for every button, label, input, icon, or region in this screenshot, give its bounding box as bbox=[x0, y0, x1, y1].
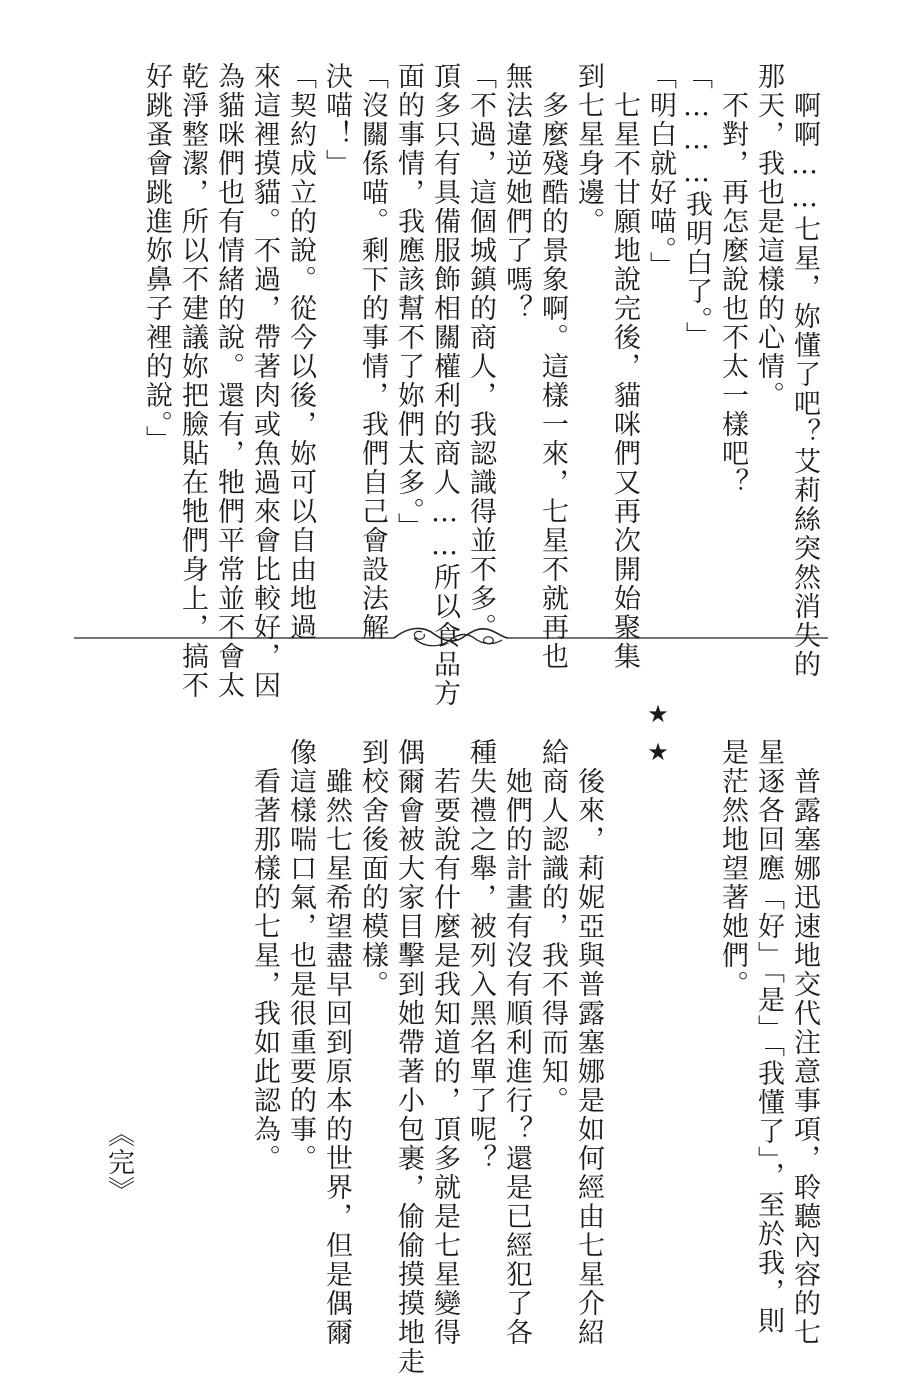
text-column: 乾淨整潔，所以不建議妳把臉貼在牠們身上，搞不 bbox=[177, 62, 208, 700]
text-column: 是茫然地望著她們。 bbox=[717, 738, 748, 999]
text-column: 後來，莉妮亞與普露塞娜是如何經由七星介紹 bbox=[573, 738, 604, 1347]
text-column: 「明白就好喵。」 bbox=[645, 62, 676, 281]
section-break-stars: ★★ bbox=[644, 700, 672, 776]
text-column: 啊啊……七星，妳懂了吧？艾莉絲突然消失的 bbox=[789, 62, 820, 679]
text-column: 星逐各回應「好」「是」「我懂了」，至於我，則 bbox=[753, 738, 784, 1336]
text-column: 不對，再怎麼說也不太一樣吧？ bbox=[717, 62, 748, 497]
text-column: 到校舍後面的模樣。 bbox=[357, 738, 388, 999]
text-column: 多麼殘酷的景象啊。這樣一來，七星不就再也 bbox=[537, 62, 568, 671]
text-column: 若要說有什麼是我知道的，頂多就是七星變得 bbox=[429, 738, 460, 1347]
text-column: 「………我明白了。」 bbox=[681, 62, 712, 351]
text-column: 到七星身邊。 bbox=[573, 62, 604, 236]
text-column: 「不過，這個城鎮的商人，我認識得並不多。 bbox=[465, 62, 496, 642]
text-column: 她們的計畫有沒有順利進行？還是已經犯了各 bbox=[501, 738, 532, 1347]
text-column: 無法違逆她們了嗎？ bbox=[501, 62, 532, 323]
text-column: 為貓咪們也有情緒的說。還有，牠們平常並不會太 bbox=[213, 62, 244, 700]
text-column: 「契約成立的說。從今以後，妳可以自由地過 bbox=[285, 62, 316, 642]
text-column: 種失禮之舉，被列入黑名單了呢？ bbox=[465, 738, 496, 1173]
text-column: 普露塞娜迅速地交代注意事項，聆聽內容的七 bbox=[789, 738, 820, 1347]
text-column: 那天，我也是這樣的心情。 bbox=[753, 62, 784, 410]
text-column: 像這樣喘口氣，也是很重要的事。 bbox=[285, 738, 316, 1173]
text-column: 七星不甘願地說完後，貓咪們又再次開始聚集 bbox=[609, 62, 640, 671]
text-column: 來這裡摸貓。不過，帶著肉或魚過來會比較好，因 bbox=[249, 62, 280, 700]
text-column: 決喵！」 bbox=[321, 62, 352, 178]
text-column: 給商人認識的，我不得而知。 bbox=[537, 738, 568, 1115]
text-column: 雖然七星希望盡早回到原本的世界，但是偶爾 bbox=[321, 738, 352, 1347]
text-column: 看著那樣的七星，我如此認為。 bbox=[249, 738, 280, 1173]
ornament-divider bbox=[74, 618, 828, 658]
text-column: 頂多只有具備服飾相關權利的商人……所以食品方 bbox=[429, 62, 460, 708]
text-column: 好跳蚤會跳進妳鼻子裡的說。」 bbox=[141, 62, 172, 455]
text-column: 「沒關係喵。剩下的事情，我們自己會設法解 bbox=[357, 62, 388, 642]
end-mark: 《完》 bbox=[103, 1120, 134, 1204]
text-column: 面的事情，我應該幫不了妳們太多。」 bbox=[393, 62, 424, 542]
text-column: 偶爾會被大家目擊到她帶著小包裹，偷偷摸摸地走 bbox=[393, 738, 424, 1376]
